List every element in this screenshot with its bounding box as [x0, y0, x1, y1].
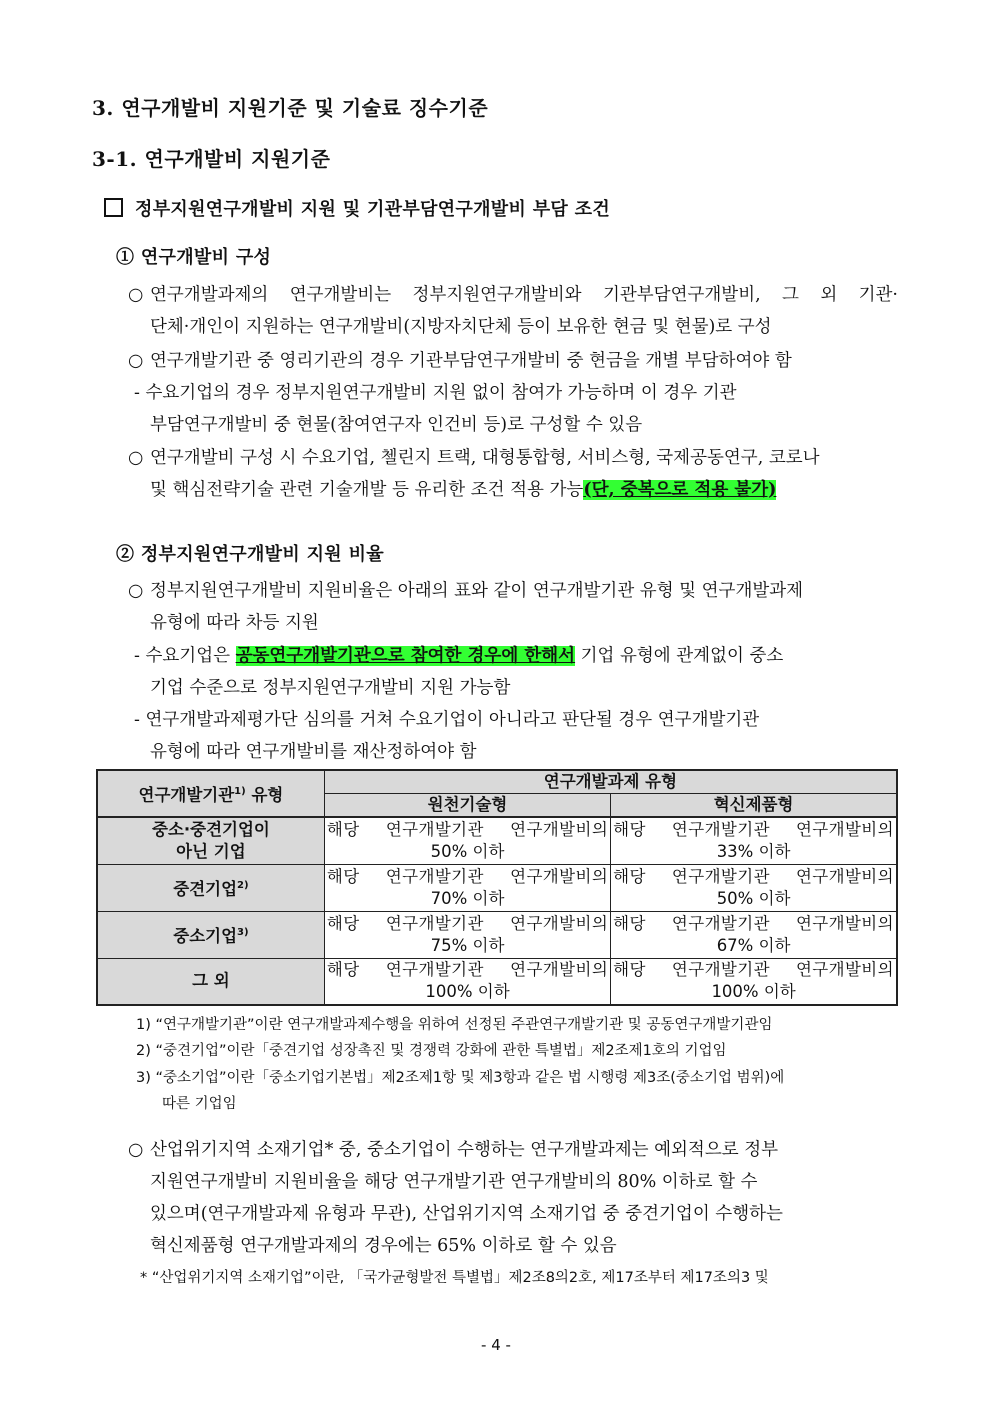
cell-original-tech: 해당 연구개발기관 연구개발비의 100% 이하	[324, 958, 610, 1005]
cell-original-tech: 해당 연구개발기관 연구개발비의 70% 이하	[324, 864, 610, 911]
s3-bullet-line-3: 있으며(연구개발과제 유형과 무관), 산업위기지역 소재기업 중 중견기업이 수행하는	[150, 1204, 783, 1224]
s1-dash-1-line-1: 수요기업의 경우 정부지원연구개발비 지원 없이 참여가 가능하며 이 경우 기관	[145, 383, 737, 403]
s1-bullet-3-line-2-text: 및 핵심전략기술 관련 기술개발 등 유리한 조건 적용 가능	[150, 480, 584, 500]
table-header-project-type: 연구개발과제 유형	[324, 770, 897, 794]
section-heading-3: 3. 연구개발비 지원기준 및 기술료 징수기준	[92, 96, 489, 120]
subsection-title-2: ② 정부지원연구개발비 지원 비율	[116, 544, 384, 565]
table-header-innovative-product: 혁신제품형	[611, 794, 897, 818]
dash-marker: -	[134, 710, 146, 730]
cell-innovative-product: 해당 연구개발기관 연구개발비의 50% 이하	[611, 864, 897, 911]
support-ratio-table	[96, 769, 898, 1006]
bullet-circle-icon: ○	[128, 285, 144, 305]
s2-dash-2-line-2: 유형에 따라 연구개발비를 재산정하여야 함	[150, 742, 477, 762]
s2-bullet-1-line-1: 정부지원연구개발비 지원비율은 아래의 표와 같이 연구개발기관 유형 및 연구개발과제	[150, 581, 804, 601]
s1-bullet-3-line-1: 연구개발비 구성 시 수요기업, 첼린지 트랙, 대형통합형, 서비스형, 국제공동연구, 코로나	[150, 448, 820, 468]
row-label-midsize: 중견기업$^{2)}$	[97, 864, 324, 911]
page-number: - 4 -	[481, 1336, 511, 1354]
checkbox-square-icon	[104, 198, 123, 217]
s2-dash-1-post: 기업 유형에 관계없이 중소	[575, 646, 784, 666]
row-label-non-sme: 중소·중견기업이 아닌 기업	[97, 817, 324, 864]
cell-original-tech: 해당 연구개발기관 연구개발비의 75% 이하	[324, 911, 610, 958]
table-header-original-tech: 원천기술형	[324, 794, 610, 818]
s3-bullet-line-4: 혁신제품형 연구개발과제의 경우에는 65% 이하로 할 수 있음	[150, 1236, 617, 1256]
subsection-title-1: ① 연구개발비 구성	[116, 247, 272, 268]
dash-marker: -	[134, 646, 146, 666]
s1-dash-1-line-2: 부담연구개발비 중 현물(참여연구자 인건비 등)로 구성할 수 있음	[150, 415, 643, 435]
s1-bullet-2-text: 연구개발기관 중 영리기관의 경우 기관부담연구개발비 중 현금을 개별 부담하여야 함	[150, 351, 792, 371]
s1-bullet-1-line-2: 단체·개인이 지원하는 연구개발비(지방자치단체 등이 보유한 현금 및 현물)로 구성	[150, 317, 772, 337]
table-header-institution-type: 연구개발기관$^{1)}$ 유형	[97, 770, 324, 817]
s1-bullet-1-line-1: 연구개발과제의 연구개발비는 정부지원연구개발비와 기관부담연구개발비, 그 외 기관·	[150, 285, 898, 305]
table-row	[97, 958, 897, 1005]
cell-innovative-product: 해당 연구개발기관 연구개발비의 33% 이하	[611, 817, 897, 864]
s2-bullet-1-line-2: 유형에 따라 차등 지원	[150, 613, 319, 633]
s3-bullet-line-2: 지원연구개발비 지원비율을 해당 연구개발기관 연구개발비의 80% 이하로 할 수	[150, 1172, 758, 1192]
cell-original-tech: 해당 연구개발기관 연구개발비의 50% 이하	[324, 817, 610, 864]
s3-bullet	[128, 1134, 778, 1166]
table-row	[97, 864, 897, 911]
bullet-circle-icon: ○	[128, 448, 144, 468]
s3-bullet-line-1: 산업위기지역 소재기업* 중, 중소기업이 수행하는 연구개발과제는 예외적으로 정부	[150, 1140, 779, 1160]
table-row	[97, 911, 897, 958]
highlight-joint-institution: 공동연구개발기관으로 참여한 경우에 한해서	[235, 646, 576, 666]
cell-innovative-product: 해당 연구개발기관 연구개발비의 67% 이하	[611, 911, 897, 958]
dash-marker: -	[134, 383, 146, 403]
s1-bullet-2	[128, 345, 792, 377]
bullet-circle-icon: ○	[128, 351, 144, 371]
bullet-circle-icon: ○	[128, 581, 144, 601]
s2-dash-2-line-1: 연구개발과제평가단 심의를 거쳐 수요기업이 아니라고 판단될 경우 연구개발기관	[145, 710, 760, 730]
s2-dash-2	[134, 704, 759, 736]
footnote-1: 1) “연구개발기관”이란 연구개발과제수행을 위하여 선정된 주관연구개발기관 및 공동연구개발기관임	[136, 1017, 773, 1033]
footnote-3: 3) “중소기업”이란「중소기업기본법」제2조제1항 및 제3항과 같은 법 시행령 제3조(중소기업 범위)에	[136, 1070, 785, 1086]
s2-dash-1-pre: 수요기업은	[145, 646, 236, 666]
footnote-2: 2) “중견기업”이란「중견기업 성장촉진 및 경쟁력 강화에 관한 특별법」제2조제1호의 기업임	[136, 1043, 727, 1059]
box-heading	[104, 195, 610, 221]
box-heading-text: 정부지원연구개발비 지원 및 기관부담연구개발비 부담 조건	[135, 199, 611, 220]
footnote-3-line-2: 따른 기업임	[162, 1096, 237, 1112]
s1-bullet-3	[128, 442, 820, 474]
row-label-sme: 중소기업$^{3)}$	[97, 911, 324, 958]
s1-bullet-1	[128, 279, 898, 311]
highlight-no-duplicate: (단, 중복으로 적용 불가)	[583, 480, 777, 500]
s3-note: * “산업위기지역 소재기업”이란, 「국가균형발전 특별법」제2조8의2호, 제17조부터 제17조의3 및	[140, 1270, 769, 1286]
table-row	[97, 817, 897, 864]
s1-bullet-3-line-2	[150, 474, 776, 506]
section-heading-3-1: 3-1. 연구개발비 지원기준	[92, 147, 331, 171]
s1-dash-1	[134, 377, 737, 409]
s2-dash-1-line-2: 기업 수준으로 정부지원연구개발비 지원 가능함	[150, 678, 511, 698]
s2-bullet-1	[128, 575, 803, 607]
bullet-circle-icon: ○	[128, 1140, 144, 1160]
row-label-others: 그 외	[97, 958, 324, 1005]
s2-dash-1	[134, 640, 783, 672]
cell-innovative-product: 해당 연구개발기관 연구개발비의 100% 이하	[611, 958, 897, 1005]
